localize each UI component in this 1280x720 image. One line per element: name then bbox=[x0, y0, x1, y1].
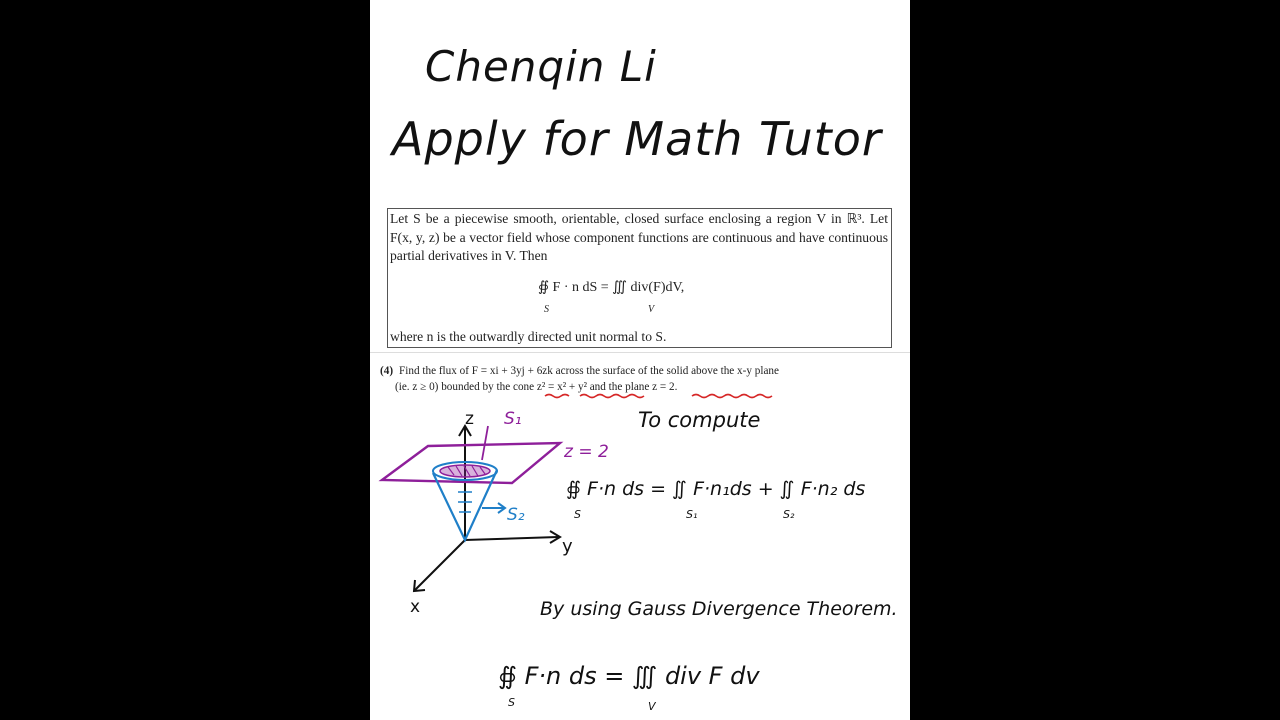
x-axis bbox=[415, 540, 465, 590]
problem-number: (4) bbox=[380, 365, 394, 377]
flux-sub-s2: S₂ bbox=[783, 508, 795, 521]
note-divergence-equation bbox=[498, 662, 760, 713]
note-flux-equation bbox=[566, 478, 866, 521]
divergence-equation-text: ∯ F·n ds = ∭ div F dv bbox=[498, 662, 760, 690]
theorem-formula-text: ∯ F · n dS = ∭ div(F)dV, bbox=[538, 280, 685, 295]
problem-line-1: Find the flux of F = xi + 3yj + 6zk across the surface of the solid above the x-y plane bbox=[399, 365, 779, 377]
label-s2: S₂ bbox=[507, 505, 525, 525]
label-plane: z = 2 bbox=[564, 442, 609, 462]
formula-sub-v: V bbox=[648, 304, 655, 315]
theorem-statement: Let S be a piecewise smooth, orientable, closed surface enclosing a region V in ℝ³. Let F(x, y, z) be a vector field whose component functions are continuous and have continuous partial derivatives in V. Then bbox=[390, 211, 888, 263]
underline-cone-eq bbox=[580, 395, 644, 398]
label-y-axis: y bbox=[562, 536, 573, 557]
s1-pointer bbox=[482, 426, 488, 460]
y-axis bbox=[465, 537, 558, 540]
handwritten-name: Chenqin Li bbox=[425, 42, 657, 91]
handwritten-subtitle: Apply for Math Tutor bbox=[392, 112, 882, 166]
div-sub-s: S bbox=[508, 696, 515, 709]
label-s1: S₁ bbox=[504, 409, 522, 429]
note-gauss: By using Gauss Divergence Theorem. bbox=[540, 598, 898, 620]
flux-equation-text: ∯ F·n ds = ∬ F·n₁ds + ∬ F·n₂ ds bbox=[566, 478, 866, 500]
formula-sub-s: S bbox=[544, 304, 549, 315]
theorem-note: where n is the outwardly directed unit normal to S. bbox=[390, 329, 667, 344]
label-x-axis: x bbox=[410, 597, 421, 617]
underline-plane bbox=[692, 395, 772, 398]
underline-cone bbox=[545, 395, 569, 398]
problem-line-2: (ie. z ≥ 0) bounded by the cone z² = x² + y² and the plane z = 2. bbox=[395, 381, 678, 393]
label-z-axis: z bbox=[465, 409, 474, 429]
flux-sub-s: S bbox=[574, 508, 581, 521]
flux-sub-s1: S₁ bbox=[686, 508, 698, 521]
note-to-compute: To compute bbox=[638, 408, 761, 432]
document-page bbox=[370, 0, 910, 720]
div-sub-v: V bbox=[648, 700, 656, 713]
